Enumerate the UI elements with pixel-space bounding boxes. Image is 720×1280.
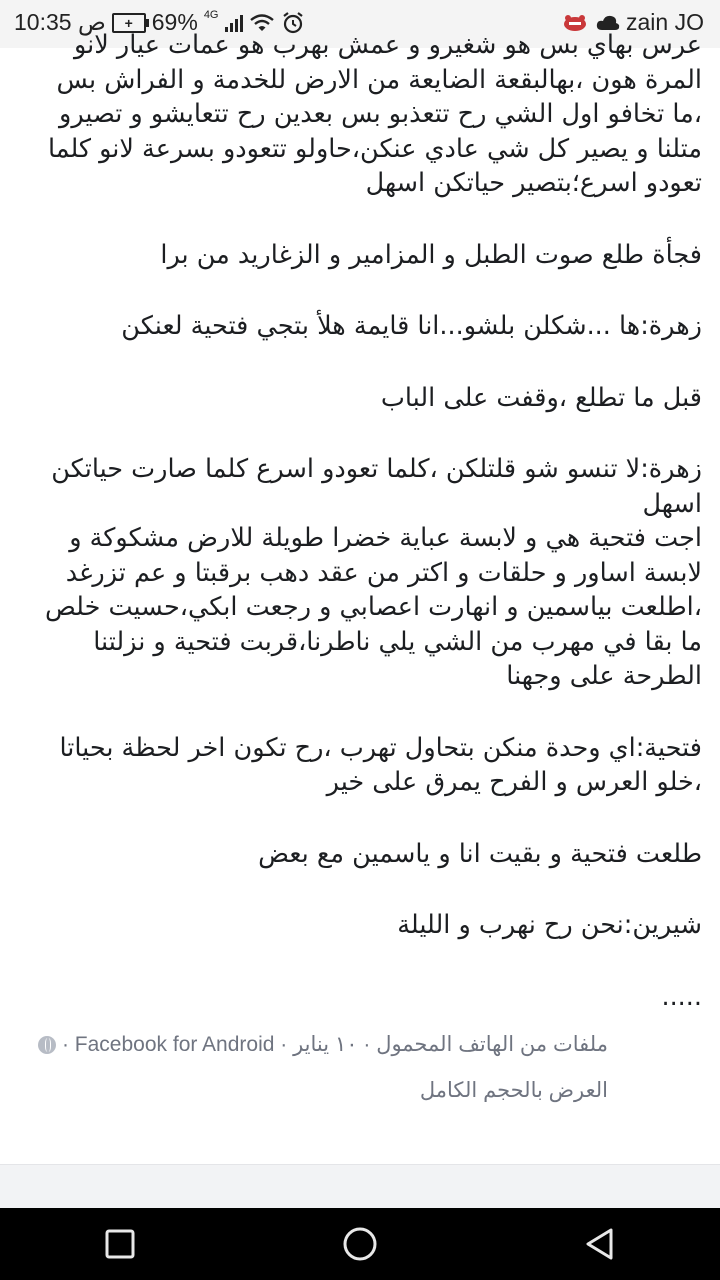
back-button[interactable] bbox=[520, 1208, 680, 1280]
paragraph: قبل ما تطلع ،وقفت على الباب bbox=[380, 382, 702, 413]
home-button[interactable] bbox=[280, 1208, 440, 1280]
paragraph: زهرة:لا تنسو شو قلتلكن ،كلما تعودو اسرع كلما صارت حياتكن اسهل bbox=[51, 454, 702, 519]
home-icon bbox=[342, 1226, 378, 1262]
paragraph: فتحية:اي وحدة منكن بتحاول تهرب ،رح تكون اخر لحظة بحياتا ،خلو العرس و الفرح يمرق على خير bbox=[59, 732, 702, 797]
album-link[interactable]: ملفات من الهاتف المحمول bbox=[376, 1033, 608, 1056]
paragraph: ..... bbox=[661, 981, 702, 1012]
app-name: Facebook for Android bbox=[74, 1033, 275, 1056]
network-type: 4G bbox=[203, 8, 219, 21]
recent-apps-icon bbox=[104, 1228, 136, 1260]
post-content bbox=[0, 28, 720, 1164]
paragraph: طلعت فتحية و بقيت انا و ياسمين مع بعض bbox=[258, 838, 702, 869]
post-date[interactable]: ١٠ يناير bbox=[293, 1033, 358, 1056]
meta-separator: · bbox=[357, 1033, 371, 1056]
section-divider bbox=[0, 1164, 720, 1209]
meta-separator: · bbox=[56, 1033, 69, 1056]
post-meta bbox=[0, 1028, 720, 1062]
battery-percent: 69% bbox=[151, 9, 198, 35]
clock: 10:35 ص bbox=[14, 9, 106, 35]
back-icon bbox=[583, 1227, 617, 1261]
battery-icon: + bbox=[112, 13, 146, 33]
carrier-name: zain JO bbox=[626, 9, 704, 35]
paragraph: شيرين:نحن رح نهرب و الليلة bbox=[397, 910, 702, 940]
post-text bbox=[0, 28, 720, 1014]
paragraph: زهرة:ها ...شكلن بلشو...انا قايمة هلأ بتجي فتحية لعنكن bbox=[121, 311, 702, 341]
view-full-size-link[interactable]: العرض بالحجم الكامل bbox=[419, 1079, 608, 1102]
globe-icon bbox=[38, 1036, 56, 1054]
paragraph: عرس بهاي بس هو شغيرو و عمش بهرب هو عمات عيار لانو المرة هون ،بهالبقعة الضايعة من الارض للخدمة و الفراش بس ،ما تخافو اول الشي رح تتعذبو بس بعدين رح تتعايشو و تصيرو متلنا و يصير كل شي عادي عنكن،حاولو تتعودو بسرعة لانو كلما تعودو اسرع؛بتصير حياتكن اسهل bbox=[47, 30, 702, 198]
paragraph: فجأة طلع صوت الطبل و المزامير و الزغاريد من برا bbox=[160, 239, 702, 270]
meta-separator: · bbox=[274, 1033, 288, 1056]
paragraph: اجت فتحية هي و لابسة عباية خضرا طويلة للارض مشكوكة و لابسة اساور و حلقات و اكتر من عقد دهب برقبتا و عم تزرغد ،اطلعت بياسمين و انهارت اعصابي و رجعت ابكي،حسيت خلص ما بقا في مهرب من الشي يلي ناطرنا،قربت فتحية و نزلتنا الطرحة على وجهنا bbox=[44, 523, 702, 691]
recent-apps-button[interactable] bbox=[40, 1208, 200, 1280]
navigation-bar bbox=[0, 1208, 720, 1280]
